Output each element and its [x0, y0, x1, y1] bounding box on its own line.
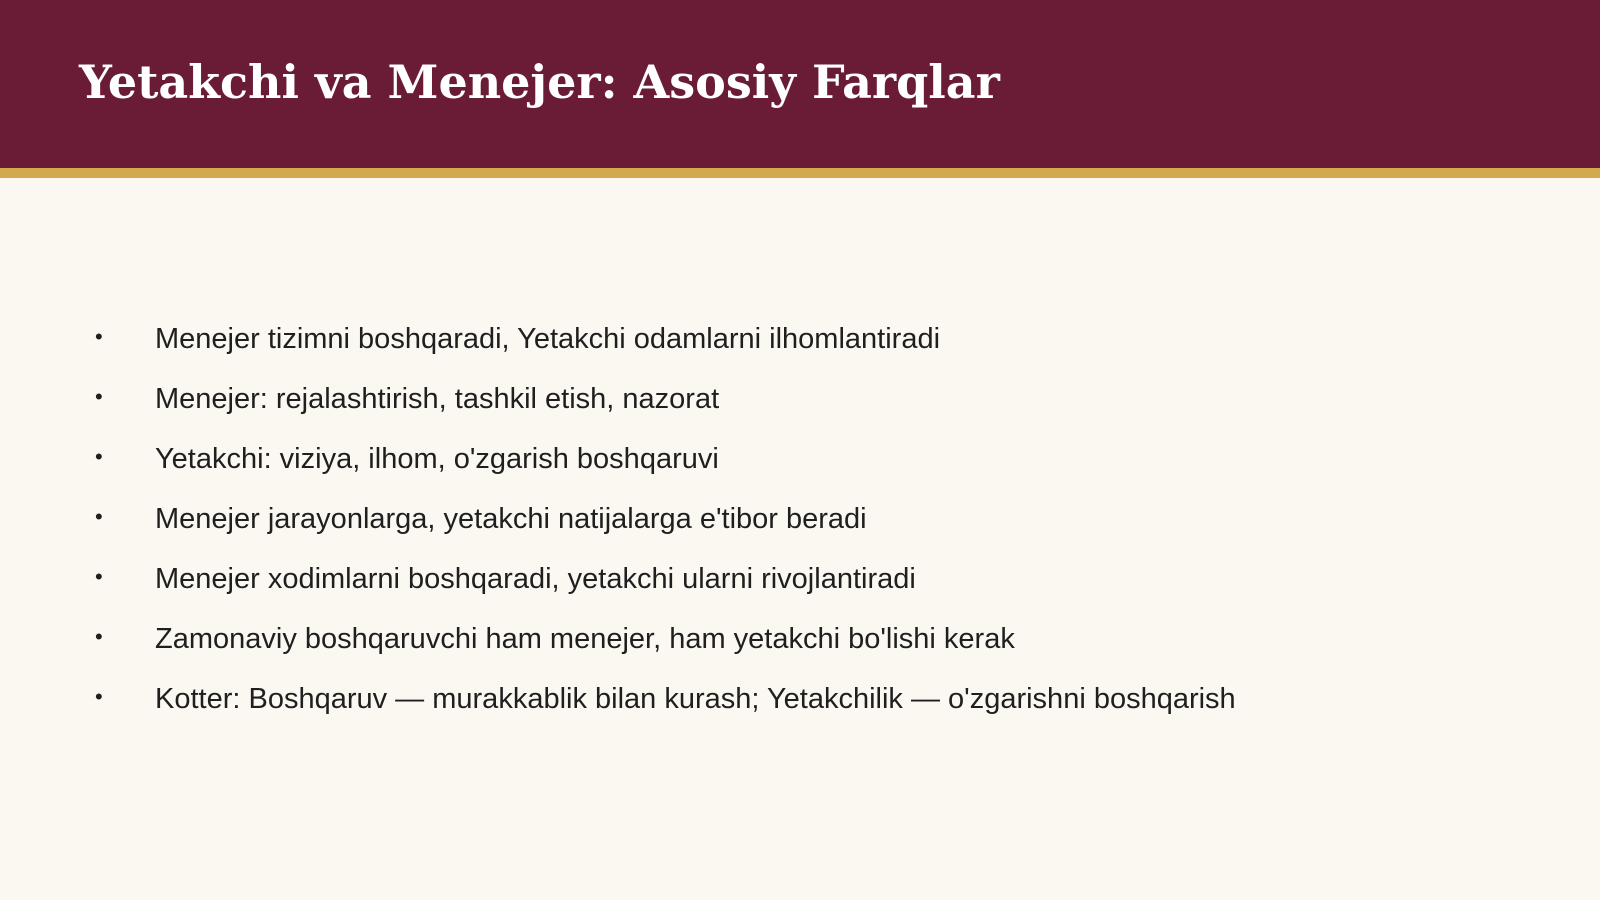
bullet-text: Menejer xodimlarni boshqaradi, yetakchi ularni rivojlantiradi [155, 563, 916, 595]
bullet-text: Kotter: Boshqaruv — murakkablik bilan kurash; Yetakchilik — o'zgarishni boshqarish [155, 683, 1236, 715]
bullet-dot-icon: • [95, 684, 103, 709]
bullet-text: Menejer jarayonlarga, yetakchi natijalarga e'tibor beradi [155, 503, 867, 535]
bullet-dot-icon: • [95, 624, 103, 649]
bullet-dot-icon: • [95, 324, 103, 349]
bullet-dot-icon: • [95, 564, 103, 589]
bullet-dot-icon: • [95, 504, 103, 529]
accent-divider [0, 168, 1600, 178]
title-bar [0, 0, 1600, 168]
bullet-text: Zamonaviy boshqaruvchi ham menejer, ham yetakchi bo'lishi kerak [155, 623, 1015, 655]
bullet-text: Menejer tizimni boshqaradi, Yetakchi odamlarni ilhomlantiradi [155, 323, 941, 355]
slide-title: Yetakchi va Menejer: Asosiy Farqlar [79, 55, 1000, 109]
bullet-text: Menejer: rejalashtirish, tashkil etish, nazorat [155, 383, 720, 415]
bullet-dot-icon: • [95, 444, 103, 469]
bullet-text: Yetakchi: viziya, ilhom, o'zgarish boshqaruvi [155, 443, 719, 475]
bullet-dot-icon: • [95, 384, 103, 409]
